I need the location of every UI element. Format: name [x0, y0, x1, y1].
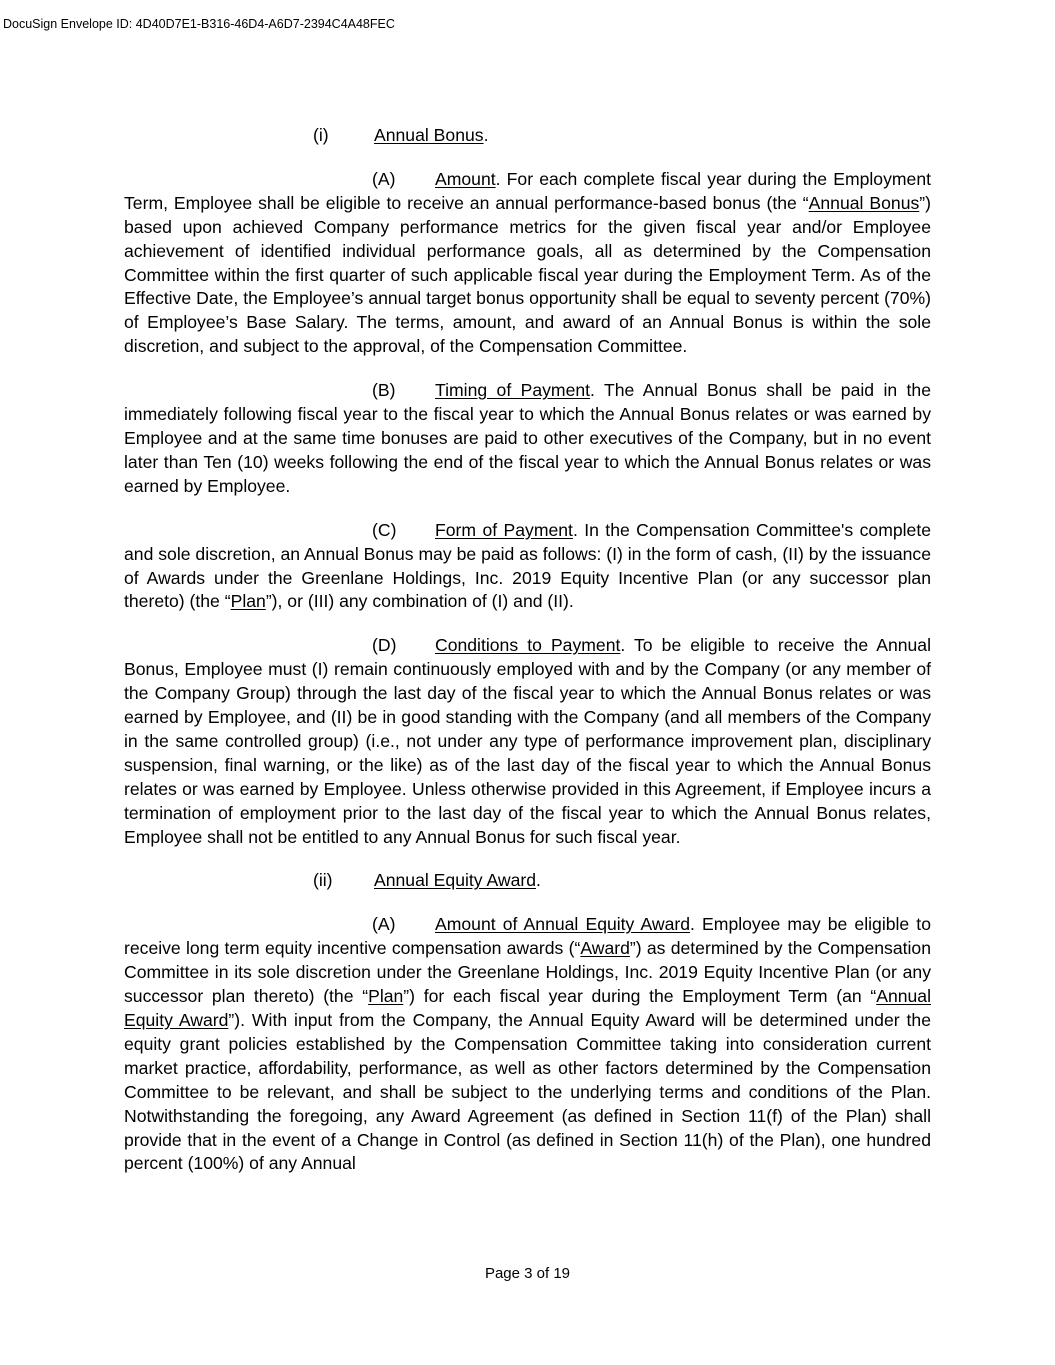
paragraph-text: ”), or (III) any combination of (I) and (II).: [265, 591, 574, 612]
document-body: [124, 124, 931, 1196]
paragraph-text: . For each complete fiscal year during the Employment Term, Employee shall be eligible to receive an annual performance-based bonus (the “: [124, 168, 931, 213]
paragraph-annual-bonus-amount: [124, 168, 931, 359]
defined-term: Plan: [230, 591, 266, 612]
paragraph-title: Conditions to Payment: [435, 635, 621, 656]
paragraph-timing-of-payment: [124, 379, 931, 499]
paragraph-marker: (D): [372, 635, 397, 656]
paragraph-title: Timing of Payment: [435, 380, 591, 401]
page-number: Page 3 of 19: [484, 1265, 571, 1282]
section-ii-heading: [313, 869, 931, 893]
defined-term: Plan: [368, 986, 404, 1007]
paragraph-text: . The Annual Bonus shall be paid in the immediately following fiscal year to the fiscal year to which the Annual Bonus relates or was earned by Employee and at the same time bonuses are paid to other executives of the Company, but in no event later than Ten (10) weeks following the end of the fiscal year to which the Annual Bonus relates or was earned by Employee.: [124, 380, 931, 496]
section-ii-title: Annual Equity Award: [374, 870, 537, 891]
section-ii-number: (ii): [313, 870, 333, 891]
defined-term: Award: [580, 938, 630, 959]
paragraph-text: ”) based upon achieved Company performance metrics for the given fiscal year and/or Employee achievement of identified individual performance goals, all as determined by the Compensation Committee within the first quarter of such applicable fiscal year during the Employment Term. As of the Effective Date, the Employee’s annual target bonus opportunity shall be equal to seventy percent (70%) of Employee’s Base Salary. The terms, amount, and award of an Annual Bonus is within the sole discretion, and subject to the approval, of the Compensation Committee.: [124, 192, 931, 357]
paragraph-text: . To be eligible to receive the Annual Bonus, Employee must (I) remain continuously employed with and by the Company (or any member of the Company Group) through the last day of the fiscal year to which the Annual Bonus relates or was earned by Employee, and (II) be in good standing with the Company (and all members of the Company in the same controlled group) (i.e., not under any type of performance improvement plan, disciplinary suspension, final warning, or the like) as of the last day of the fiscal year to which the Annual Bonus relates or was earned by Employee. Unless otherwise provided in this Agreement, if Employee incurs a termination of employment prior to the last day of the fiscal year to which the Annual Bonus relates, Employee shall not be entitled to any Annual Bonus for such fiscal year.: [124, 635, 931, 847]
paragraph-text: ”) for each fiscal year during the Employment Term (an “: [403, 986, 877, 1007]
paragraph-title: Amount: [435, 168, 496, 189]
paragraph-form-of-payment: [124, 519, 931, 615]
paragraph-amount-of-annual-equity-award: [124, 913, 931, 1176]
paragraph-title: Amount of Annual Equity Award: [435, 914, 691, 935]
paragraph-text: ”). With input from the Company, the Annual Equity Award will be determined under the equity grant policies established by the Compensation Committee taking into consideration current market practice, affordability, performance, as well as other factors determined by the Compensation Committee to be relevant, and shall be subject to the underlying terms and conditions of the Plan. Notwithstanding the foregoing, any Award Agreement (as defined in Section 11(f) of the Plan) shall provide that in the event of a Change in Control (as defined in Section 11(h) of the Plan), one hundred percent (100%) of any Annual: [124, 1010, 931, 1174]
paragraph-text: . Employee may be eligible to receive long term equity incentive compensation awards (“: [124, 914, 931, 959]
paragraph-conditions-to-payment: [124, 634, 931, 849]
section-ii-punct: .: [536, 870, 541, 891]
paragraph-marker: (C): [372, 519, 397, 540]
paragraph-title: Form of Payment: [435, 519, 573, 540]
section-i-number: (i): [313, 125, 329, 145]
section-i-title: Annual Bonus: [374, 125, 484, 145]
paragraph-text: ”) as determined by the Compensation Committee in its sole discretion under the Greenlane Holdings, Inc. 2019 Equity Incentive Plan (or any successor plan thereto) (the “: [124, 938, 932, 1007]
defined-term: Annual Bonus: [808, 192, 920, 213]
section-i-punct: .: [483, 125, 489, 145]
paragraph-marker: (A): [372, 914, 396, 935]
defined-term: Annual Equity Award: [124, 986, 931, 1030]
envelope-id: DocuSign Envelope ID: 4D40D7E1-B316-46D4-A6D7-2394C4A48FEC: [3, 17, 395, 31]
paragraph-marker: (B): [372, 380, 396, 401]
section-i-heading: [313, 124, 931, 148]
paragraph-marker: (A): [372, 168, 396, 189]
paragraph-text: . In the Compensation Committee's complete and sole discretion, an Annual Bonus may be paid as follows: (I) in the form of cash, (II) by the issuance of Awards under the Greenlane Holdings, Inc. 2019 Equity Incentive Plan (or any successor plan thereto) (the “: [124, 519, 931, 612]
